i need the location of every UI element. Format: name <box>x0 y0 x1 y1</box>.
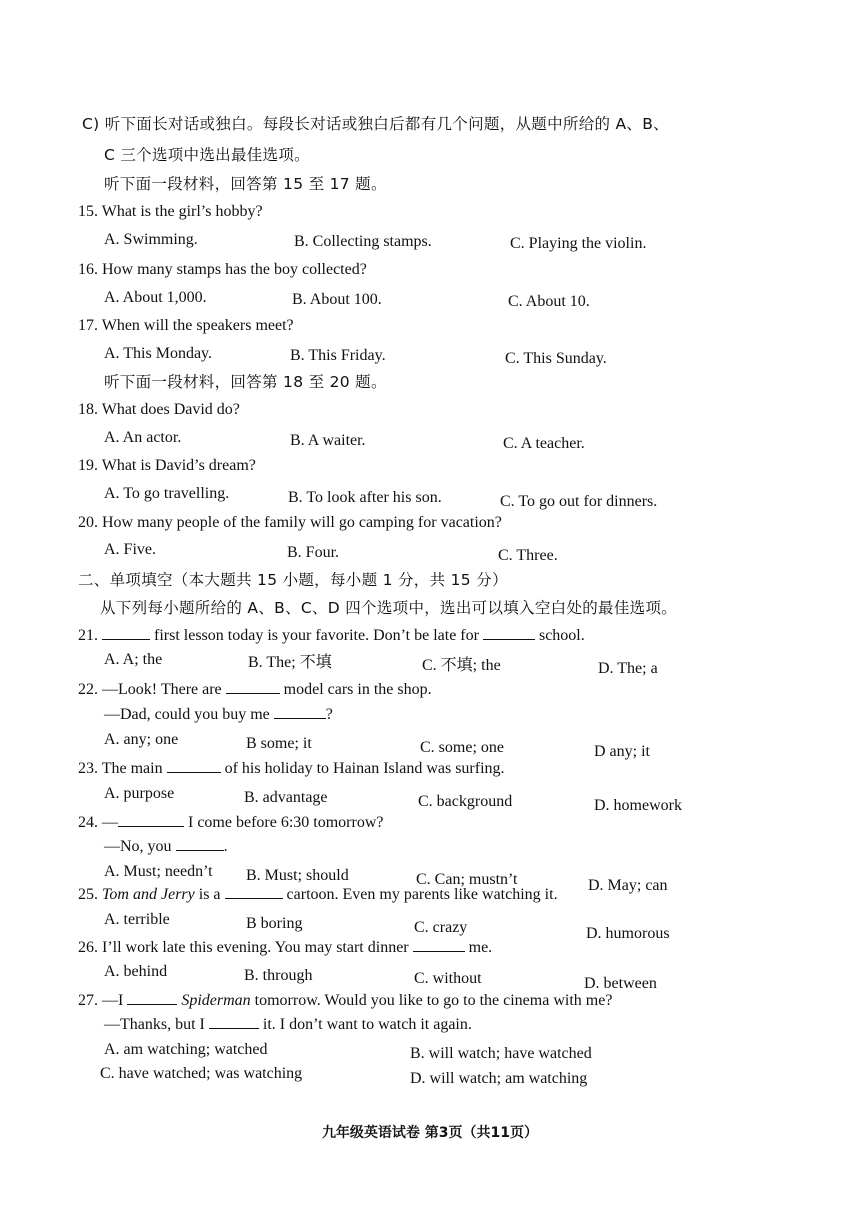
q23-blank-1 <box>167 758 221 773</box>
q22-blank-1 <box>226 679 280 694</box>
question-24-line-2 <box>104 836 228 857</box>
question-26-stem <box>78 937 492 958</box>
q18-option-b: B. A waiter. <box>290 432 366 449</box>
q25-text-2: cartoon. Even my parents like watching it. <box>286 886 558 903</box>
q16-option-a: A. About 1,000. <box>104 289 207 306</box>
q17-option-c: C. This Sunday. <box>505 350 607 367</box>
q24-text-3: —No, you <box>104 838 172 855</box>
section-c-line-1: C) 听下面长对话或独白。每段长对话或独白后都有几个问题，从题中所给的 A、B、 <box>82 115 669 133</box>
q26-option-c: C. without <box>414 970 482 987</box>
question-22-stem <box>78 679 432 700</box>
q22-blank-2 <box>274 704 326 719</box>
q21-option-a: A. A; the <box>104 651 163 668</box>
question-23-stem <box>78 758 505 779</box>
q20-option-b: B. Four. <box>287 544 340 561</box>
q20-option-a: A. Five. <box>104 541 156 558</box>
q25-blank-1 <box>225 884 283 899</box>
q15-option-b: B. Collecting stamps. <box>294 233 432 250</box>
q27-text-4: it. I don’t want to watch it again. <box>262 1016 472 1033</box>
q18-option-a: A. An actor. <box>104 429 182 446</box>
q27-text-3: —Thanks, but I <box>104 1016 205 1033</box>
q22-number: 22. <box>78 681 98 698</box>
q23-text-1: 23. The main <box>78 760 163 777</box>
q16-option-b: B. About 100. <box>292 291 382 308</box>
q24-text-1: 24. — <box>78 814 118 831</box>
question-25-stem <box>78 884 558 905</box>
q23-option-b: B. advantage <box>244 789 328 806</box>
q25-option-a: A. terrible <box>104 911 170 928</box>
section-2-instruction: 从下列每小题所给的 A、B、C、D 四个选项中，选出可以填入空白处的最佳选项。 <box>100 599 678 617</box>
question-27-stem <box>78 990 612 1011</box>
q25-number: 25. <box>78 886 98 903</box>
q22-option-a: A. any; one <box>104 731 179 748</box>
question-20-stem: 20. How many people of the family will go camping for vacation? <box>78 514 502 531</box>
q27-blank-2 <box>209 1014 259 1029</box>
q27-option-c: C. have watched; was watching <box>100 1065 303 1082</box>
q23-option-a: A. purpose <box>104 785 175 802</box>
q15-option-c: C. Playing the violin. <box>510 235 647 252</box>
q22-text-3: —Dad, could you buy me <box>104 706 270 723</box>
q24-text-4: . <box>223 838 228 855</box>
q24-option-b: B. Must; should <box>246 867 349 884</box>
q20-option-c: C. Three. <box>498 547 558 564</box>
q19-option-a: A. To go travelling. <box>104 485 230 502</box>
q25-text-1: is a <box>198 886 221 903</box>
q24-text-2: I come before 6:30 tomorrow? <box>188 814 384 831</box>
q25-option-b: B boring <box>246 915 303 932</box>
q27-option-a: A. am watching; watched <box>104 1041 268 1058</box>
listening-intro-18-20: 听下面一段材料，回答第 18 至 20 题。 <box>104 373 387 391</box>
section-c-line-2: C 三个选项中选出最佳选项。 <box>104 146 310 164</box>
q25-option-c: C. crazy <box>414 919 468 936</box>
q16-option-c: C. About 10. <box>508 293 590 310</box>
q21-option-b: B. The; 不填 <box>248 654 332 671</box>
q19-option-c: C. To go out for dinners. <box>500 493 658 510</box>
q22-option-d: D any; it <box>594 743 650 760</box>
q26-text-2: me. <box>468 939 493 956</box>
question-17-stem: 17. When will the speakers meet? <box>78 317 294 334</box>
q26-option-a: A. behind <box>104 963 168 980</box>
q24-blank-1 <box>118 812 184 827</box>
q15-option-a: A. Swimming. <box>104 231 198 248</box>
q25-option-d: D. humorous <box>586 925 670 942</box>
question-15-stem: 15. What is the girl’s hobby? <box>78 203 263 220</box>
q19-option-b: B. To look after his son. <box>288 489 442 506</box>
question-18-stem: 18. What does David do? <box>78 401 240 418</box>
question-27-line-2 <box>104 1014 472 1035</box>
q26-option-d: D. between <box>584 975 657 992</box>
q22-text-4: ? <box>325 706 333 723</box>
q21-text-2: school. <box>538 627 585 644</box>
q25-title: Tom and Jerry <box>102 886 195 903</box>
listening-intro-15-17: 听下面一段材料，回答第 15 至 17 题。 <box>104 175 387 193</box>
q22-text-2: model cars in the shop. <box>283 681 432 698</box>
q26-text-1: 26. I’ll work late this evening. You may start dinner <box>78 939 409 956</box>
q21-blank-1 <box>102 625 150 640</box>
section-2-title: 二、单项填空（本大题共 15 小题，每小题 1 分，共 15 分） <box>78 571 508 589</box>
q23-text-2: of his holiday to Hainan Island was surfing. <box>224 760 505 777</box>
q22-option-c: C. some; one <box>420 739 504 756</box>
q18-option-c: C. A teacher. <box>503 435 585 452</box>
q24-option-a: A. Must; needn’t <box>104 863 213 880</box>
q27-option-b: B. will watch; have watched <box>410 1045 592 1062</box>
q27-option-d: D. will watch; am watching <box>410 1070 588 1087</box>
q24-option-c: C. Can; mustn’t <box>416 871 518 888</box>
q27-text-2: tomorrow. Would you like to go to the cinema with me? <box>254 992 613 1009</box>
q17-option-a: A. This Monday. <box>104 345 212 362</box>
question-16-stem: 16. How many stamps has the boy collected? <box>78 261 367 278</box>
q22-text-1: —Look! There are <box>102 681 222 698</box>
q27-title: Spiderman <box>181 992 251 1009</box>
question-22-line-2 <box>104 704 333 725</box>
page-footer: 九年级英语试卷 第3页（共11页） <box>321 1125 539 1141</box>
q24-blank-2 <box>176 836 224 851</box>
q21-blank-2 <box>483 625 535 640</box>
q21-option-d: D. The; a <box>598 660 658 677</box>
q27-blank-1 <box>127 990 177 1005</box>
question-21-stem <box>78 625 585 646</box>
q23-option-d: D. homework <box>594 797 682 814</box>
question-24-stem <box>78 812 383 833</box>
q23-option-c: C. background <box>418 793 513 810</box>
q26-option-b: B. through <box>244 967 313 984</box>
q21-number: 21. <box>78 627 98 644</box>
q26-blank-1 <box>413 937 465 952</box>
q22-option-b: B some; it <box>246 735 312 752</box>
question-19-stem: 19. What is David’s dream? <box>78 457 256 474</box>
q21-option-c: C. 不填; the <box>422 657 501 674</box>
q17-option-b: B. This Friday. <box>290 347 386 364</box>
q27-text-1: 27. —I <box>78 992 124 1009</box>
q24-option-d: D. May; can <box>588 877 668 894</box>
q21-text-1: first lesson today is your favorite. Don’t be late for <box>154 627 479 644</box>
